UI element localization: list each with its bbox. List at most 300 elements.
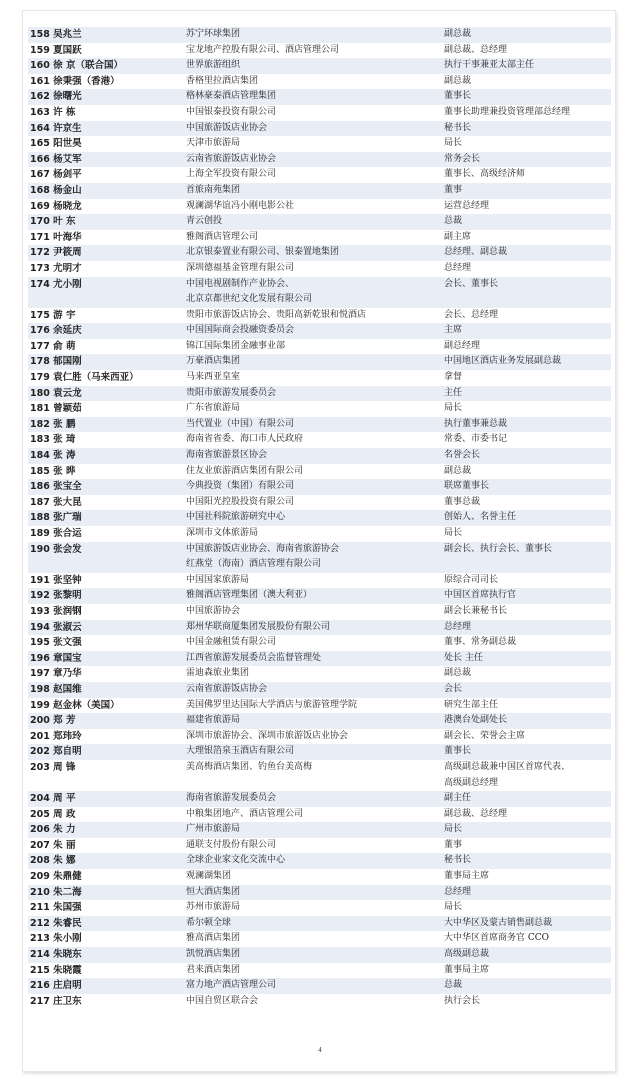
position-title	[444, 74, 611, 90]
position-line: 董事长	[444, 746, 472, 757]
table-row	[28, 183, 611, 199]
organization	[186, 136, 444, 152]
person-name: 202 郑自明	[30, 746, 82, 758]
organization	[186, 214, 444, 230]
table-row	[28, 869, 611, 885]
organization	[186, 666, 444, 682]
table-row	[28, 760, 611, 791]
table-row	[28, 417, 611, 433]
position-title	[444, 744, 611, 760]
organization-line: 中国旅游饭店业协会	[186, 122, 268, 133]
organization-line: 恒大酒店集团	[186, 886, 241, 897]
organization-line: 青云创投	[186, 216, 223, 227]
position-line: 副总裁	[444, 75, 472, 86]
position-line: 总裁	[444, 216, 463, 227]
table-row	[28, 963, 611, 979]
organization-line: 北京银泰置业有限公司、银泰置地集团	[186, 247, 340, 258]
person-name: 171 叶海华	[30, 231, 82, 243]
table-row	[28, 900, 611, 916]
position-line: 副总裁、总经理	[444, 44, 508, 55]
person-name: 196 章国宝	[30, 652, 82, 664]
organization-line: 中国国家旅游局	[186, 574, 250, 585]
person-name: 174 尤小刚	[30, 278, 82, 290]
table-row	[28, 479, 611, 495]
person-name: 203 周 锋	[30, 761, 76, 773]
organization	[186, 448, 444, 464]
table-row	[28, 261, 611, 277]
person-name: 160 徐 京（联合国）	[30, 60, 123, 72]
organization	[186, 370, 444, 386]
table-row	[28, 354, 611, 370]
position-title	[444, 713, 611, 729]
table-row	[28, 510, 611, 526]
organization	[186, 464, 444, 480]
position-title	[444, 620, 611, 636]
position-line: 董事总裁	[444, 496, 481, 507]
organization	[186, 994, 444, 1010]
position-title	[444, 89, 611, 105]
organization-line: 中国旅游饭店业协会、海南省旅游协会	[186, 543, 340, 554]
position-line: 主席	[444, 325, 463, 336]
position-title	[444, 214, 611, 230]
person-name: 195 张文强	[30, 637, 82, 649]
position-title	[444, 308, 611, 324]
position-line: 董事长	[444, 91, 472, 102]
organization	[186, 588, 444, 604]
table-row	[28, 245, 611, 261]
organization	[186, 963, 444, 979]
person-name: 190 张会发	[30, 543, 82, 555]
table-row	[28, 604, 611, 620]
organization	[186, 698, 444, 714]
table-row	[28, 136, 611, 152]
organization	[186, 386, 444, 402]
position-line: 副主席	[444, 231, 472, 242]
position-line: 原综合司司长	[444, 574, 499, 585]
person-name: 206 朱 力	[30, 824, 76, 836]
position-line: 局长	[444, 824, 463, 835]
position-line: 创始人、名誉主任	[444, 512, 517, 523]
position-title	[444, 526, 611, 542]
position-line: 常务会长	[444, 153, 481, 164]
table-row	[28, 27, 611, 43]
organization	[186, 323, 444, 339]
table-row	[28, 635, 611, 651]
organization-line: 香格里拉酒店集团	[186, 75, 259, 86]
organization	[186, 807, 444, 823]
person-name: 192 张黎明	[30, 590, 82, 602]
position-title	[444, 666, 611, 682]
position-line: 执行董事兼总裁	[444, 418, 508, 429]
position-title	[444, 121, 611, 137]
position-title	[444, 822, 611, 838]
organization	[186, 885, 444, 901]
person-name: 212 朱睿民	[30, 917, 82, 929]
person-name: 186 张宝全	[30, 481, 82, 493]
organization	[186, 604, 444, 620]
organization-line: 广州市旅游局	[186, 824, 241, 835]
organization-line: 雷迪森旅业集团	[186, 668, 250, 679]
position-line: 名誉会长	[444, 450, 481, 461]
position-line: 秘书长	[444, 855, 472, 866]
person-name: 185 张 晔	[30, 465, 76, 477]
position-line: 局长	[444, 528, 463, 538]
position-line: 副会长、荣誉会主席	[444, 730, 526, 741]
organization-line: 住友业旅游酒店集团有限公司	[186, 465, 304, 476]
organization-line: 当代置业（中国）有限公司	[186, 418, 295, 429]
organization	[186, 869, 444, 885]
person-name: 211 朱国强	[30, 902, 82, 914]
person-name: 162 徐曙光	[30, 91, 82, 103]
organization	[186, 74, 444, 90]
organization-line: 深圳市旅游协会、深圳市旅游饭店业协会	[186, 730, 349, 741]
position-title	[444, 479, 611, 495]
organization-line: 中国自贸区联合会	[186, 995, 259, 1006]
table-row	[28, 43, 611, 59]
organization	[186, 916, 444, 932]
table-row	[28, 713, 611, 729]
table-row	[28, 323, 611, 339]
table-row	[28, 386, 611, 402]
organization-line: 全球企业家文化交流中心	[186, 855, 286, 866]
organization-line: 雅阁酒店管理集团（澳大利亚）	[186, 590, 313, 601]
position-line: 副主任	[444, 793, 472, 804]
table-row	[28, 994, 611, 1010]
table-row	[28, 682, 611, 698]
organization-line: 海南省旅游景区协会	[186, 450, 268, 461]
organization-line: 天津市旅游局	[186, 138, 241, 149]
organization	[186, 183, 444, 199]
person-name: 177 俞 萌	[30, 340, 76, 352]
person-name: 213 朱小刚	[30, 933, 82, 945]
position-line: 总经理	[444, 262, 472, 273]
table-row	[28, 822, 611, 838]
position-line: 副会长、执行会长、董事长	[444, 543, 553, 554]
table-row	[28, 978, 611, 994]
organization-line: 北京京都世纪文化发展有限公司	[186, 294, 313, 305]
page-number: 4	[318, 1046, 322, 1054]
organization-line: 美高梅酒店集团、钓鱼台美高梅	[186, 761, 313, 772]
person-name: 166 杨艾军	[30, 153, 82, 165]
person-name: 170 叶 东	[30, 216, 76, 228]
person-name: 189 张合运	[30, 528, 82, 539]
person-name: 176 余延庆	[30, 325, 82, 337]
position-line: 大中华区及蒙古销售副总裁	[444, 917, 553, 928]
position-title	[444, 994, 611, 1010]
organization	[186, 682, 444, 698]
position-line: 处长 主任	[444, 652, 483, 663]
position-title	[444, 27, 611, 43]
person-name: 194 张淑云	[30, 621, 82, 633]
position-line: 主任	[444, 387, 463, 398]
organization-line: 深圳市文体旅游局	[186, 528, 259, 538]
table-row	[28, 167, 611, 183]
organization	[186, 900, 444, 916]
position-line: 大中华区首席商务官 CCO	[444, 933, 550, 944]
organization-line: 首旅南苑集团	[186, 184, 241, 195]
table-row	[28, 152, 611, 168]
position-title	[444, 495, 611, 511]
position-line: 总经理	[444, 621, 472, 632]
table-row	[28, 651, 611, 667]
position-title	[444, 105, 611, 121]
position-line: 会长	[444, 683, 463, 694]
organization	[186, 277, 444, 308]
organization	[186, 526, 444, 542]
position-line: 高级副总裁兼中国区首席代表、	[444, 761, 571, 772]
organization-line: 红燕堂（海南）酒店管理有限公司	[186, 559, 322, 570]
organization	[186, 432, 444, 448]
position-title	[444, 635, 611, 651]
position-line: 董事	[444, 184, 463, 195]
organization-line: 贵阳市旅游发展委员会	[186, 387, 277, 398]
position-title	[444, 604, 611, 620]
position-line: 会长、总经理	[444, 309, 499, 320]
position-line: 董事长助理兼投资管理部总经理	[444, 106, 571, 117]
organization-line: 郑州华联商厦集团发展股份有限公司	[186, 621, 331, 632]
table-row	[28, 931, 611, 947]
table-row	[28, 495, 611, 511]
position-title	[444, 370, 611, 386]
person-name: 216 庄启明	[30, 980, 82, 992]
position-title	[444, 183, 611, 199]
position-line: 常委、市委书记	[444, 434, 508, 445]
person-name: 173 尤明才	[30, 262, 82, 274]
table-row	[28, 838, 611, 854]
position-line: 中国区首席执行官	[444, 590, 517, 601]
table-row	[28, 370, 611, 386]
organization-line: 福建省旅游局	[186, 715, 241, 726]
position-line: 总裁	[444, 980, 463, 991]
position-title	[444, 931, 611, 947]
person-name: 161 徐秉强（香港）	[30, 75, 120, 87]
person-name: 197 章乃华	[30, 668, 82, 680]
person-name: 163 许 栋	[30, 106, 76, 118]
position-title	[444, 963, 611, 979]
person-name: 181 曾颖茹	[30, 403, 82, 415]
person-name: 169 杨晓龙	[30, 200, 82, 212]
person-name: 165 阳世昊	[30, 138, 82, 150]
organization-line: 云南省旅游饭店协会	[186, 683, 268, 694]
position-title	[444, 199, 611, 215]
person-name: 183 张 琦	[30, 434, 76, 446]
position-title	[444, 791, 611, 807]
organization	[186, 354, 444, 370]
person-name: 172 尹筱周	[30, 247, 82, 259]
organization-line: 海南省旅游发展委员会	[186, 793, 277, 804]
person-name: 193 张润钢	[30, 605, 82, 617]
organization	[186, 713, 444, 729]
organization	[186, 822, 444, 838]
position-title	[444, 682, 611, 698]
position-line: 副总裁	[444, 465, 472, 476]
organization	[186, 744, 444, 760]
table-row	[28, 74, 611, 90]
position-line: 高级副总经理	[444, 777, 499, 788]
position-title	[444, 417, 611, 433]
position-title	[444, 339, 611, 355]
organization	[186, 729, 444, 745]
table-row	[28, 947, 611, 963]
directory-table	[28, 27, 611, 1009]
position-title	[444, 230, 611, 246]
position-line: 总经理	[444, 886, 472, 897]
organization	[186, 853, 444, 869]
table-row	[28, 214, 611, 230]
organization-line: 今典投资（集团）有限公司	[186, 481, 295, 492]
table-row	[28, 729, 611, 745]
position-title	[444, 729, 611, 745]
person-name: 187 张大昆	[30, 496, 82, 508]
organization-line: 中国阳光控股投资有限公司	[186, 496, 295, 507]
position-title	[444, 432, 611, 448]
position-line: 局长	[444, 138, 463, 149]
position-line: 副总裁	[444, 668, 472, 679]
organization-line: 君来酒店集团	[186, 964, 241, 975]
organization	[186, 651, 444, 667]
position-title	[444, 869, 611, 885]
organization-line: 世界旅游组织	[186, 60, 241, 71]
organization-line: 中国国际商会投融资委员会	[186, 325, 295, 336]
position-line: 高级副总裁	[444, 949, 490, 960]
organization-line: 马来西亚皇室	[186, 372, 241, 383]
position-title	[444, 807, 611, 823]
table-row	[28, 620, 611, 636]
person-name: 175 游 宇	[30, 309, 76, 321]
organization-line: 中国银泰投资有限公司	[186, 106, 277, 117]
person-name: 178 郁国刚	[30, 356, 82, 368]
organization	[186, 510, 444, 526]
position-line: 董事长、高级经济师	[444, 169, 526, 180]
person-name: 215 朱晓霞	[30, 964, 82, 976]
table-row	[28, 526, 611, 542]
table-row	[28, 401, 611, 417]
position-line: 副总裁、总经理	[444, 808, 508, 819]
organization	[186, 479, 444, 495]
organization	[186, 760, 444, 791]
table-row	[28, 308, 611, 324]
organization-line: 苏州市旅游局	[186, 902, 241, 913]
organization-line: 云南省旅游饭店业协会	[186, 153, 277, 164]
position-title	[444, 261, 611, 277]
position-line: 副总经理	[444, 340, 481, 351]
position-title	[444, 885, 611, 901]
person-name: 199 赵金林（美国）	[30, 699, 120, 711]
organization	[186, 978, 444, 994]
organization-line: 中国金融租赁有限公司	[186, 637, 277, 648]
table-row	[28, 448, 611, 464]
person-name: 158 吴兆兰	[30, 29, 82, 40]
organization-line: 中国社科院旅游研究中心	[186, 512, 286, 523]
person-name: 210 朱二海	[30, 886, 82, 898]
position-line: 董事、常务副总裁	[444, 637, 517, 648]
position-title	[444, 947, 611, 963]
organization-line: 海南省省委、海口市人民政府	[186, 434, 304, 445]
position-title	[444, 760, 611, 791]
position-line: 执行干事兼亚太部主任	[444, 60, 535, 71]
organization-line: 万豪酒店集团	[186, 356, 241, 367]
position-title	[444, 838, 611, 854]
position-title	[444, 401, 611, 417]
table-row	[28, 698, 611, 714]
person-name: 182 张 鹏	[30, 418, 76, 430]
position-title	[444, 900, 611, 916]
position-title	[444, 277, 611, 308]
position-title	[444, 651, 611, 667]
organization-line: 深圳德福基金管理有限公司	[186, 262, 295, 273]
table-row	[28, 105, 611, 121]
position-line: 局长	[444, 902, 463, 913]
table-row	[28, 121, 611, 137]
position-line: 局长	[444, 403, 463, 414]
table-row	[28, 464, 611, 480]
position-title	[444, 542, 611, 573]
organization	[186, 43, 444, 59]
position-title	[444, 354, 611, 370]
organization-line: 中粮集团地产、酒店管理公司	[186, 808, 304, 819]
position-line: 运营总经理	[444, 200, 490, 211]
person-name: 180 袁云龙	[30, 387, 82, 399]
organization	[186, 167, 444, 183]
position-line: 董事局主席	[444, 964, 490, 975]
organization	[186, 947, 444, 963]
organization-line: 苏宁环球集团	[186, 29, 241, 39]
organization	[186, 58, 444, 74]
person-name: 191 张坚钟	[30, 574, 82, 586]
position-line: 研究生部主任	[444, 699, 499, 710]
table-row	[28, 807, 611, 823]
person-name: 204 周 平	[30, 793, 76, 805]
person-name: 207 朱 丽	[30, 839, 76, 851]
person-name: 200 郑 芳	[30, 715, 76, 727]
person-name: 217 庄卫东	[30, 995, 82, 1007]
position-line: 副总裁	[444, 29, 472, 39]
position-line: 执行会长	[444, 995, 481, 1006]
person-name: 159 夏国跃	[30, 44, 82, 56]
person-name: 167 杨剑平	[30, 169, 82, 181]
position-title	[444, 152, 611, 168]
position-title	[444, 136, 611, 152]
position-title	[444, 510, 611, 526]
organization-line: 大理银箔泉玉酒店有限公司	[186, 746, 295, 757]
person-name: 209 朱鼎健	[30, 871, 82, 883]
table-row	[28, 588, 611, 604]
organization-line: 贵阳市旅游饭店协会、贵阳高新乾银和悦酒店	[186, 309, 367, 320]
position-line: 副会长兼秘书长	[444, 605, 508, 616]
table-row	[28, 666, 611, 682]
table-row	[28, 916, 611, 932]
position-line: 中国地区酒店业务发展副总裁	[444, 356, 562, 367]
organization	[186, 573, 444, 589]
table-row	[28, 573, 611, 589]
organization	[186, 89, 444, 105]
organization	[186, 791, 444, 807]
table-row	[28, 432, 611, 448]
organization	[186, 620, 444, 636]
position-title	[444, 448, 611, 464]
organization-line: 凯悦酒店集团	[186, 949, 241, 960]
position-title	[444, 167, 611, 183]
position-line: 秘书长	[444, 122, 472, 133]
organization	[186, 931, 444, 947]
organization-line: 富力地产酒店管理公司	[186, 980, 277, 991]
table-row	[28, 277, 611, 308]
person-name: 179 袁仁胜（马来西亚）	[30, 372, 139, 384]
organization	[186, 635, 444, 651]
organization-line: 观澜湖华谊冯小刚电影公社	[186, 200, 295, 211]
organization	[186, 495, 444, 511]
organization-line: 中国旅游协会	[186, 605, 241, 616]
